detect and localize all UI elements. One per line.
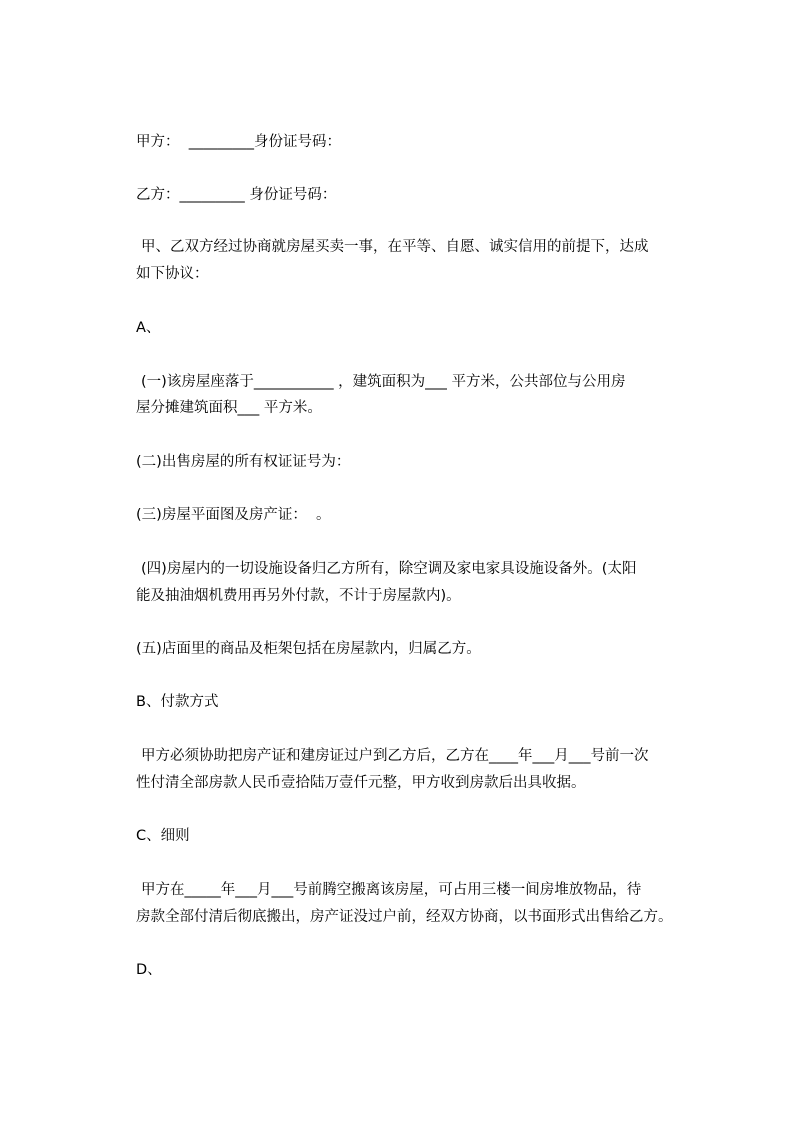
payment-line-1: 甲方必须协助把房产证和建房证过户到乙方后，乙方在____年___月___号前一次 (141, 748, 649, 764)
intro-line-2: 如下协议： (136, 266, 209, 282)
party-b-line: 乙方：_________ 身份证号码： (136, 187, 337, 203)
section-c-heading: C、细则 (136, 828, 190, 844)
detail-line-1: 甲方在_____年___月___号前腾空搬离该房屋，可占用三楼一间房堆放物品，待 (141, 882, 642, 898)
detail-line-2: 房款全部付清后彻底搬出，房产证没过户前，经双方协商，以书面形式出售给乙方。 (136, 909, 673, 925)
section-a-heading: A、 (136, 320, 161, 336)
section-b-heading: B、付款方式 (136, 694, 219, 710)
item-4-line-1: (四)房屋内的一切设施设备归乙方所有，除空调及家电家具设施设备外。(太阳 (141, 561, 637, 577)
party-a-line: 甲方： _________身份证号码： (136, 134, 341, 150)
intro-line-1: 甲、乙双方经过协商就房屋买卖一事，在平等、自愿、诚实信用的前提下，达成 (141, 239, 649, 255)
payment-line-2: 性付清全部房款人民币壹拾陆万壹仟元整，甲方收到房款后出具收据。 (136, 775, 586, 791)
item-1-line-2: 屋分摊建筑面积___ 平方米。 (136, 400, 322, 416)
item-2: (二)出售房屋的所有权证证号为： (136, 454, 351, 470)
item-5: (五)店面里的商品及柜架包括在房屋款内，归属乙方。 (136, 641, 481, 657)
item-3: (三)房屋平面图及房产证： 。 (136, 507, 331, 523)
item-4-line-2: 能及抽油烟机费用再另外付款，不计于房屋款内)。 (136, 588, 461, 604)
item-1-line-1: (一)该房屋座落于___________ ，建筑面积为___ 平方米，公共部位与公用房 (141, 374, 626, 390)
section-d-heading: D、 (136, 962, 162, 978)
